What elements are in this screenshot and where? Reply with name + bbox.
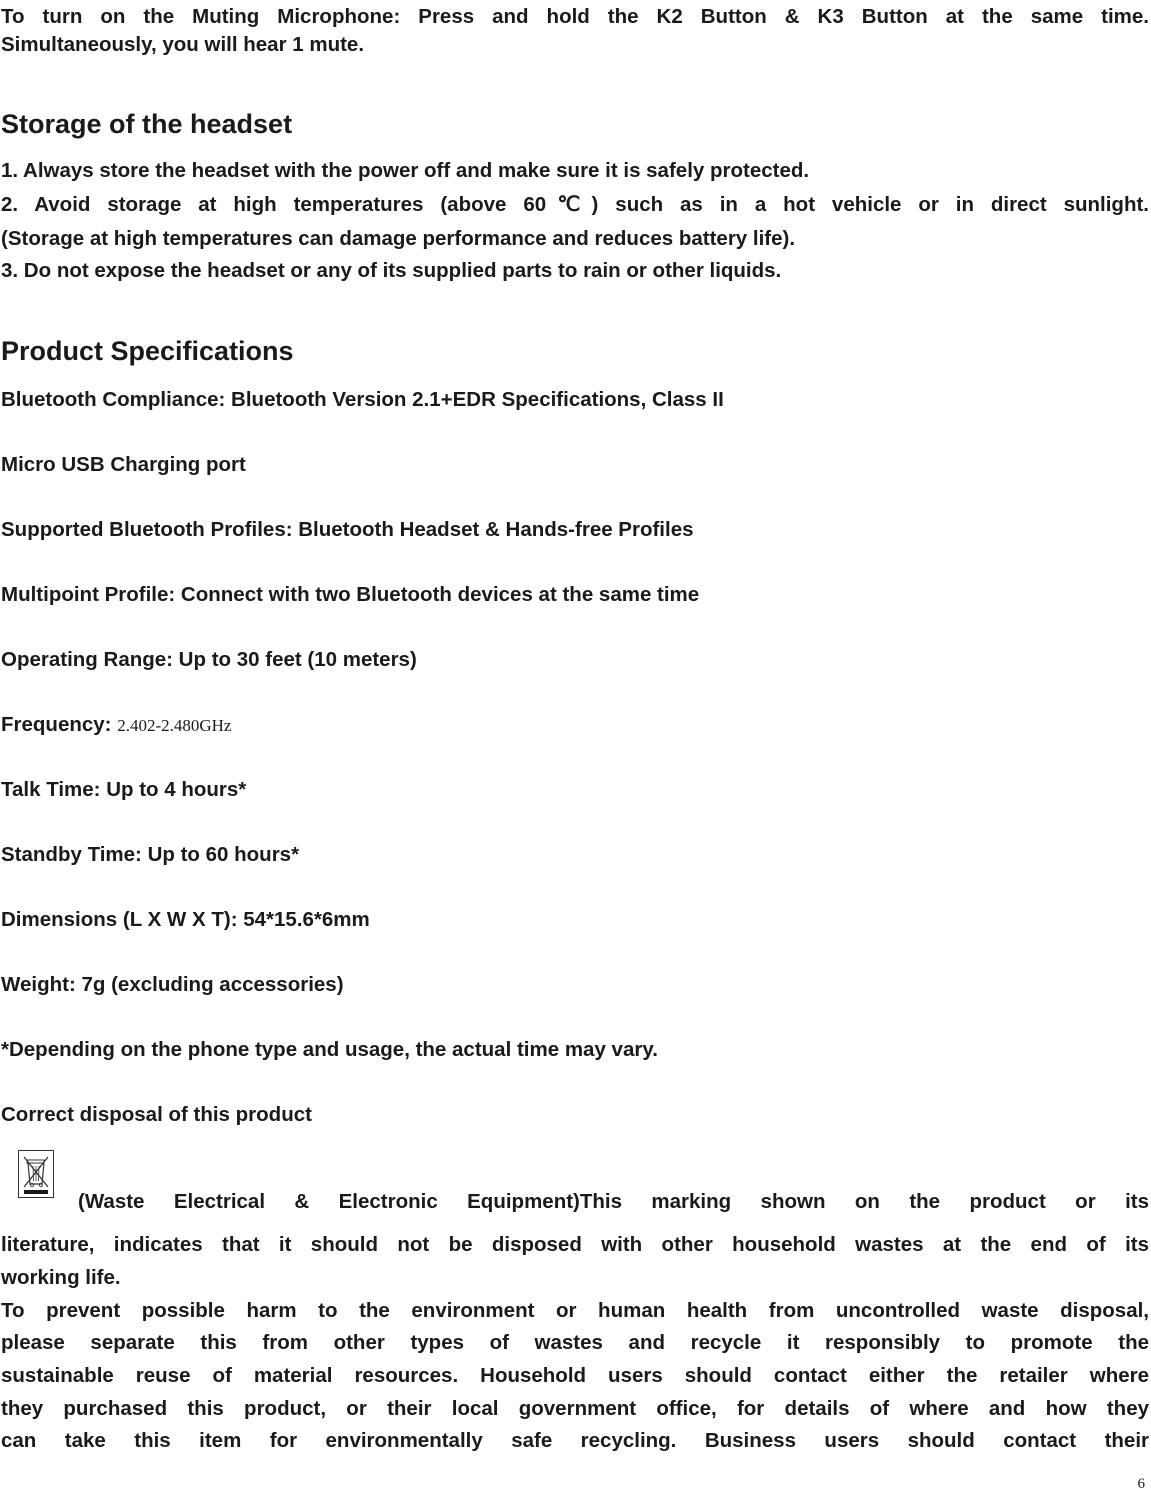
storage-item-2: 2. Avoid storage at high temperatures (above 60℃) such as in a hot vehicle or in direct sunlight.	[1, 193, 1149, 216]
weee-crossed-bin-icon	[18, 1150, 54, 1198]
disposal-line-8: can take this item for environmentally safe recycling. Business users should contact their	[1, 1429, 1149, 1452]
disposal-heading: Correct disposal of this product	[1, 1103, 312, 1126]
spec-frequency-value: 2.402-2.480GHz	[117, 716, 232, 735]
storage-item-2-note: (Storage at high temperatures can damage performance and reduces battery life).	[1, 227, 796, 250]
intro-line-2: Simultaneously, you will hear 1 mute.	[1, 33, 365, 56]
spec-range: Operating Range: Up to 30 feet (10 meters)	[1, 648, 417, 671]
disposal-line-4: To prevent possible harm to the environment or human health from uncontrolled waste disposal,	[1, 1299, 1149, 1322]
spec-note: *Depending on the phone type and usage, the actual time may vary.	[1, 1038, 658, 1061]
spec-talk-time: Talk Time: Up to 4 hours*	[1, 778, 247, 801]
spec-dimensions: Dimensions (L X W X T): 54*15.6*6mm	[1, 908, 370, 931]
spec-frequency	[1, 708, 1149, 742]
intro-line-1: To turn on the Muting Microphone: Press and hold the K2 Button & K3 Button at the same time.	[1, 5, 1149, 28]
spec-usb: Micro USB Charging port	[1, 453, 246, 476]
spec-bluetooth: Bluetooth Compliance: Bluetooth Version 2.1+EDR Specifications, Class II	[1, 388, 724, 411]
disposal-line-5: please separate this from other types of wastes and recycle it responsibly to promote the	[1, 1331, 1149, 1354]
disposal-line-6: sustainable reuse of material resources. Household users should contact either the retailer where	[1, 1364, 1149, 1387]
disposal-line-3: working life.	[1, 1266, 121, 1289]
disposal-line-7: they purchased this product, or their local government office, for details of where and how they	[1, 1397, 1149, 1420]
spec-multipoint: Multipoint Profile: Connect with two Bluetooth devices at the same time	[1, 583, 700, 606]
spec-profiles: Supported Bluetooth Profiles: Bluetooth Headset & Hands-free Profiles	[1, 518, 694, 541]
storage-item-3: 3. Do not expose the headset or any of its supplied parts to rain or other liquids.	[1, 259, 782, 282]
storage-item-1: 1. Always store the headset with the power off and make sure it is safely protected.	[1, 159, 810, 182]
spec-standby-time: Standby Time: Up to 60 hours*	[1, 843, 300, 866]
spec-weight: Weight: 7g (excluding accessories)	[1, 973, 344, 996]
specs-heading: Product Specifications	[1, 336, 294, 366]
disposal-line-1: (Waste Electrical & Electronic Equipment)This marking shown on the product or its	[78, 1190, 1149, 1213]
disposal-line-2: literature, indicates that it should not be disposed with other household wastes at the end of its	[1, 1233, 1149, 1256]
spec-frequency-label: Frequency:	[1, 713, 112, 736]
page-number: 6	[1137, 1476, 1145, 1492]
storage-heading: Storage of the headset	[1, 109, 293, 139]
